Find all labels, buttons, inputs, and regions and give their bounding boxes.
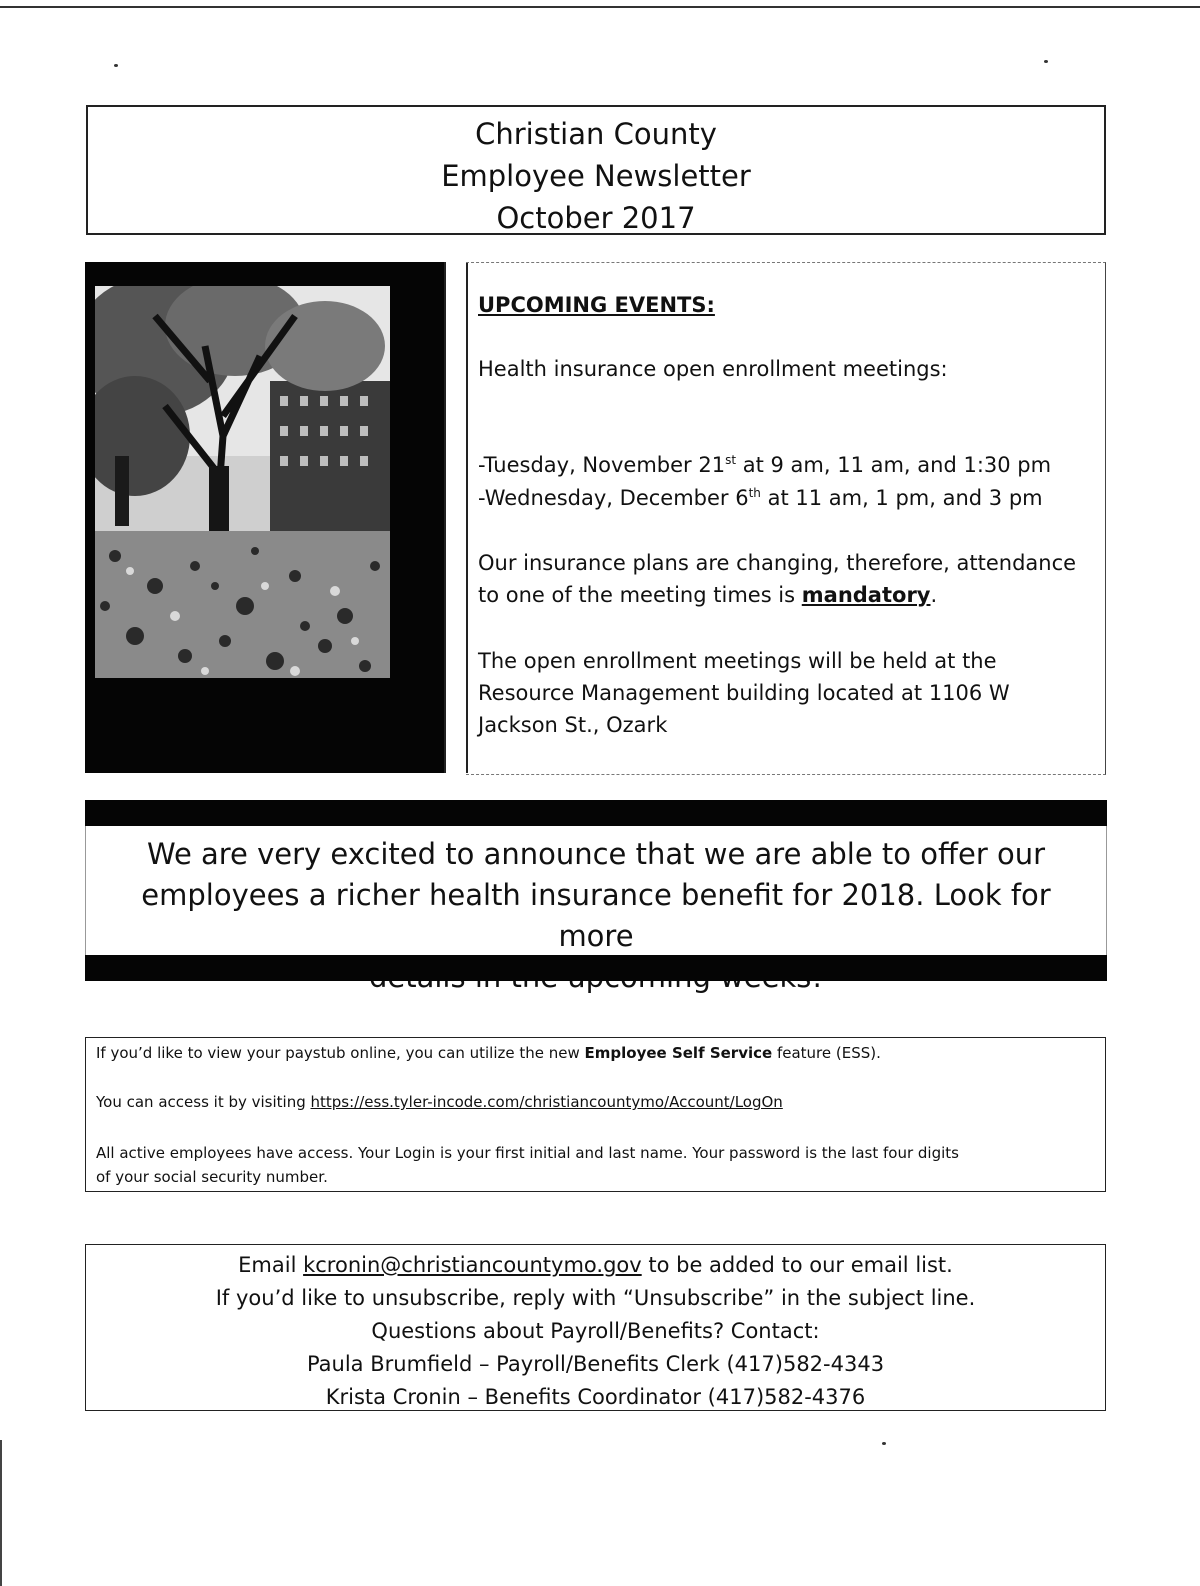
scan-speck bbox=[114, 64, 118, 67]
header-county: Christian County bbox=[475, 117, 717, 151]
ess-url-link[interactable]: https://ess.tyler-incode.com/christiancountymo/Account/LogOn bbox=[310, 1093, 783, 1111]
announcement-top-bar bbox=[85, 800, 1107, 826]
contact-person-1: Paula Brumfield – Payroll/Benefits Clerk (417)582-4343 bbox=[306, 1352, 885, 1376]
ess-line-2: You can access it by visiting https://ess.tyler-incode.com/christiancountymo/Account/LogOn bbox=[96, 1093, 783, 1111]
contact-box bbox=[85, 1244, 1106, 1411]
contact-person-2: Krista Cronin – Benefits Coordinator (417)582-4376 bbox=[325, 1385, 866, 1409]
ess-line-1: If you’d like to view your paystub online, you can utilize the new Employee Self Service feature (ESS). bbox=[96, 1044, 881, 1062]
events-change-line-2: to one of the meeting times is mandatory. bbox=[478, 583, 938, 607]
event-date-1: -Tuesday, November 21st at 9 am, 11 am, and 1:30 pm bbox=[478, 453, 1052, 477]
page-top-edge bbox=[0, 6, 1200, 8]
announcement-box bbox=[85, 826, 1107, 955]
ess-info-box bbox=[85, 1037, 1106, 1192]
photo-panel bbox=[85, 262, 468, 773]
contact-questions: Questions about Payroll/Benefits? Contact: bbox=[371, 1319, 820, 1343]
scan-speck bbox=[882, 1442, 886, 1445]
events-location-line-2: Resource Management building located at 1106 W bbox=[478, 681, 1010, 705]
events-intro: Health insurance open enrollment meetings: bbox=[478, 357, 948, 381]
contact-email-line: Email kcronin@christiancountymo.gov to be added to our email list. bbox=[238, 1253, 953, 1277]
events-location-line-3: Jackson St., Ozark bbox=[478, 713, 668, 737]
events-change-line-1: Our insurance plans are changing, therefore, attendance bbox=[478, 551, 1077, 575]
header-date: October 2017 bbox=[496, 201, 696, 235]
upcoming-events-box bbox=[466, 262, 1106, 775]
event-date-2: -Wednesday, December 6th at 11 am, 1 pm, and 3 pm bbox=[478, 486, 1043, 510]
tree-photo bbox=[95, 286, 390, 678]
announcement-bottom-bar bbox=[85, 955, 1107, 981]
ess-line-3: All active employees have access. Your Login is your first initial and last name. Your password is the last four digits bbox=[96, 1144, 959, 1162]
events-location-line-1: The open enrollment meetings will be held at the bbox=[478, 649, 997, 673]
announcement-line-2: employees a richer health insurance benefit for 2018. Look for more bbox=[141, 878, 1051, 953]
photo-divider bbox=[444, 262, 468, 773]
email-link[interactable]: kcronin@christiancountymo.gov bbox=[303, 1253, 642, 1277]
announcement-line-1: We are very excited to announce that we are able to offer our bbox=[146, 837, 1046, 871]
ess-line-4: of your social security number. bbox=[96, 1168, 328, 1186]
events-heading: UPCOMING EVENTS: bbox=[478, 293, 715, 317]
contact-unsubscribe: If you’d like to unsubscribe, reply with “Unsubscribe” in the subject line. bbox=[215, 1286, 976, 1310]
scan-speck bbox=[1044, 60, 1048, 63]
mandatory-emphasis: mandatory bbox=[801, 583, 931, 607]
header-title: Employee Newsletter bbox=[441, 159, 751, 193]
newsletter-header bbox=[86, 105, 1106, 235]
page-left-edge bbox=[0, 1440, 2, 1586]
